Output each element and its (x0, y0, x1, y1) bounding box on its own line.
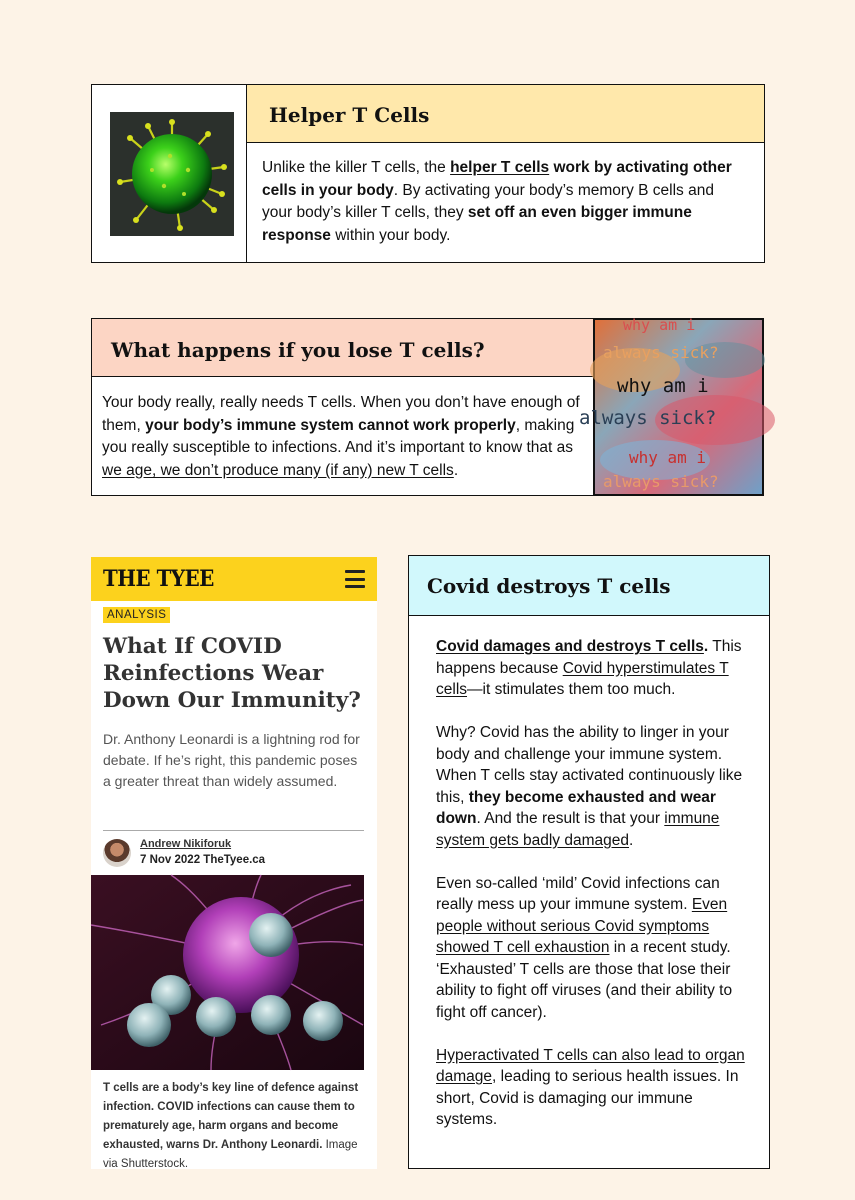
lose-t-cells-header (92, 319, 595, 377)
article-headline: What If COVID Reinfections Wear Down Our Immunity? (103, 634, 361, 713)
tyee-article-screenshot (91, 557, 377, 1169)
green-t-cell-image (110, 112, 234, 236)
emphasis-link-text: helper T cells (450, 159, 550, 176)
tyee-logo: THE TYEE (103, 566, 214, 592)
image-text-line: always sick? (579, 406, 717, 429)
text-segment: . And the result is that your (476, 810, 665, 827)
t-cell-image-frame (92, 85, 247, 262)
helper-t-cells-header (247, 85, 764, 143)
text-segment: Even so-called ‘mild’ Covid infections can really mess up your immune system. (436, 874, 720, 913)
hamburger-menu-icon[interactable] (345, 570, 365, 588)
analysis-tag: ANALYSIS (103, 607, 170, 623)
text-segment: , leading to serious health issues. In short, Covid is damaging our immune systems. (436, 1068, 739, 1128)
image-text-line: why am i (623, 315, 696, 334)
text-segment: Unlike the killer T cells, the (262, 159, 451, 176)
image-text-line: why am i (617, 374, 709, 397)
underlined-text: Hyperactivated T cells can also lead to organ damage (436, 1046, 745, 1085)
caption-text: T cells are a body’s key line of defence against infection. COVID infections can cause them to prematurely age, harm organs and become exhausted, warns Dr. Anthony Leonardi. (103, 1082, 359, 1151)
text-segment: . (453, 461, 459, 479)
text-segment: . (629, 831, 634, 849)
divider (103, 830, 364, 831)
paragraph (436, 873, 751, 1024)
lose-t-cells-title: What happens if you lose T cells? (111, 338, 485, 362)
text-segment: . By activating your body’s memory B cells and your body’s killer T cells, they (262, 181, 714, 221)
underlined-bold-text: Covid damages and destroys T cells (436, 638, 704, 655)
author-avatar (103, 839, 131, 867)
underlined-text: we age, we don’t produce many (if any) new T cells (102, 461, 454, 479)
photo-caption (103, 1079, 365, 1174)
underlined-text: immune system gets badly damaged (436, 810, 720, 849)
covid-title: Covid destroys T cells (427, 574, 671, 598)
paragraph (436, 722, 751, 851)
helper-t-cells-text (262, 157, 732, 247)
article-dek: Dr. Anthony Leonardi is a lightning rod for debate. If he’s right, this pandemic poses a greater threat than widely assumed. (103, 731, 360, 789)
image-text-line: always sick? (603, 342, 719, 362)
always-sick-image (579, 315, 764, 496)
helper-t-cells-card (91, 84, 765, 263)
image-credit: Image via Shutterstock. (103, 1139, 358, 1170)
text-segment: Your body really, really needs T cells. When you don’t have enough of them, (102, 394, 580, 434)
bold-text: work by activating other cells in your body (262, 159, 732, 199)
lose-t-cells-card (91, 315, 764, 496)
paragraph (436, 1045, 751, 1131)
tyee-header-bar (91, 557, 377, 601)
bold-text: set off an even bigger immune response (262, 204, 692, 244)
bold-text: they become exhausted and wear down (436, 788, 716, 827)
paragraph (436, 636, 751, 701)
t-cell-attack-photo (91, 875, 364, 1070)
underlined-text: Covid hyperstimulates T cells (436, 659, 729, 698)
image-text-line: always sick? (603, 471, 719, 491)
text-segment: Why? Covid has the ability to linger in your body and challenge your immune system. When T cells stay activated continuously like this, (436, 724, 743, 806)
lose-t-cells-text (102, 392, 587, 482)
article-date: 7 Nov 2022 TheTyee.ca (140, 854, 266, 866)
covid-text (436, 636, 751, 1152)
covid-destroys-t-cells-card (408, 555, 770, 1169)
image-text-line: why am i (629, 447, 707, 467)
text-segment: , making you really susceptible to infections. And it’s important to know that as (102, 416, 575, 456)
bold-text: your body’s immune system cannot work properly (145, 416, 516, 434)
underlined-text: Even people without serious Covid symptoms showed T cell exhaustion (436, 896, 728, 956)
text-segment: This happens because (436, 638, 742, 677)
bold-text: . (703, 638, 709, 655)
text-segment: within your body. (330, 226, 451, 244)
text-segment: in a recent study. ‘Exhausted’ T cells are those that lose their ability to fight off viruses (and their ability to fight off cancer). (436, 939, 733, 1021)
author-name-link[interactable]: Andrew Nikiforuk (140, 838, 232, 850)
text-segment: —it stimulates them too much. (467, 681, 676, 698)
covid-header (409, 556, 769, 616)
helper-t-cells-title: Helper T Cells (269, 103, 430, 127)
